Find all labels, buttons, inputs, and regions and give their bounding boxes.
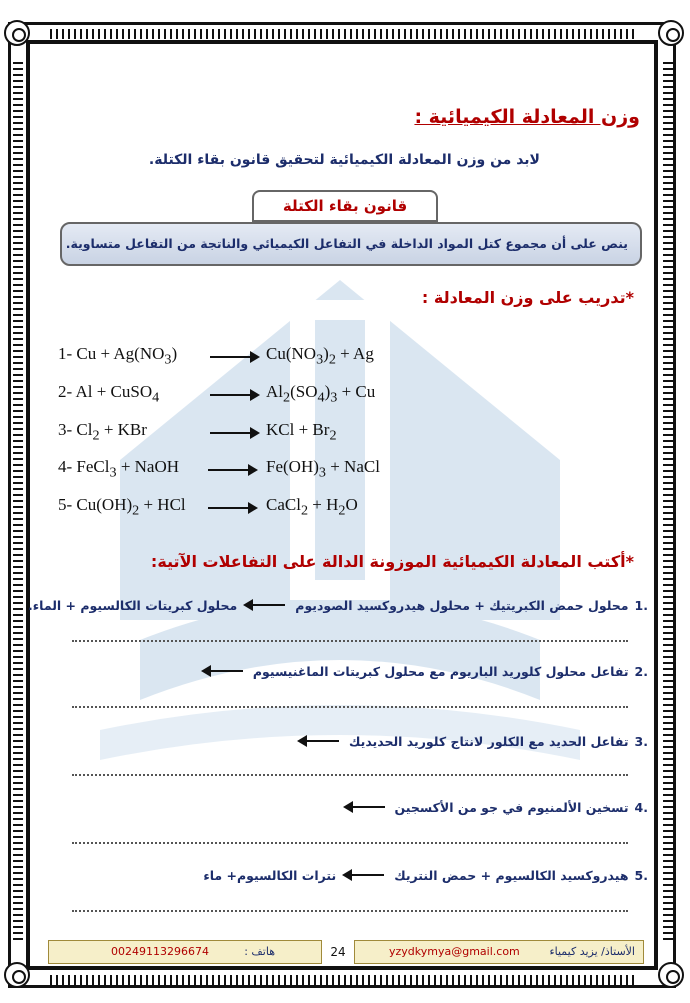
- question-item: [291, 734, 648, 749]
- equation-reactants: 3- $Cl_2$ + KBr: [58, 420, 147, 444]
- page-title: وزن المعادلة الكيميائية :: [414, 106, 640, 128]
- equation-reactants: 2- Al + CuSO$_4$: [58, 382, 160, 406]
- equation-products: $Al_2(SO_4)_3 + Cu$: [266, 382, 376, 406]
- question-reactants: تسخين الألمنيوم في جو من الأكسجين: [394, 800, 629, 815]
- intro-text: لابد من وزن المعادلة الكيميائية لتحقيق قانون بقاء الكتلة.: [148, 152, 540, 168]
- question-number: .3: [634, 734, 648, 749]
- reaction-arrow: [208, 469, 250, 471]
- footer-phone-box: [48, 940, 322, 964]
- reaction-arrow: [210, 356, 252, 358]
- watermark-logo: [60, 260, 620, 800]
- question-products: نترات الكالسيوم+ ماء: [203, 868, 337, 883]
- reaction-arrow: [210, 394, 252, 396]
- corner-ornament: [658, 962, 684, 988]
- equation-products: $Fe(OH)_3$ + NaCl: [266, 457, 380, 481]
- question-reactants: تفاعل محلول كلوريد الباريوم مع محلول كبريتات الماغنيسيوم: [252, 664, 629, 679]
- question-reactants: محلول حمض الكبريتيك + محلول هيدروكسيد الصوديوم: [295, 598, 629, 613]
- write-heading: *أكتب المعادلة الكيميائية الموزونة الدالة على التفاعلات الآتية:: [150, 552, 634, 571]
- reaction-arrow: [210, 432, 252, 434]
- practice-heading: *تدريب على وزن المعادلة :: [421, 288, 634, 307]
- equation-products: KCl + $Br_2$: [266, 420, 337, 444]
- question-number: .4: [634, 800, 648, 815]
- question-item: [203, 868, 648, 883]
- question-item: [337, 800, 648, 815]
- answer-line[interactable]: [72, 842, 628, 844]
- law-heading: قانون بقاء الكتلة: [252, 190, 438, 222]
- bottom-rail: [50, 975, 636, 985]
- right-rail: [663, 62, 673, 942]
- answer-line[interactable]: [72, 910, 628, 912]
- question-number: .2: [634, 664, 648, 679]
- page-number: 24: [330, 945, 346, 959]
- equation-products: CaCl$_2$ + $H_2O$: [266, 495, 358, 519]
- phone-number: 00249113296674: [111, 945, 209, 958]
- left-rail: [13, 62, 23, 942]
- question-item: [28, 598, 648, 613]
- equation-reactants: 5- $Cu(OH)_2$ + HCl: [58, 495, 186, 519]
- teacher-email[interactable]: yzydkymya@gmail.com: [389, 945, 520, 958]
- equation-reactants: 1- $Cu + Ag(NO_3)$: [58, 344, 178, 368]
- question-item: [195, 664, 648, 679]
- top-rail: [50, 29, 636, 39]
- corner-ornament: [4, 962, 30, 988]
- question-products: محلول كبريتات الكالسيوم + الماء.: [28, 598, 238, 613]
- law-text: ينص على أن مجموع كتل المواد الداخلة في التفاعل الكيميائي والناتجة من التفاعل متساوية.: [65, 236, 628, 251]
- answer-line[interactable]: [72, 640, 628, 642]
- answer-line[interactable]: [72, 706, 628, 708]
- question-number: .1: [634, 598, 648, 613]
- corner-ornament: [4, 20, 30, 46]
- equation-reactants: 4- FeCl$_3$ + NaOH: [58, 457, 180, 481]
- answer-line[interactable]: [72, 774, 628, 776]
- footer-teacher-box: [354, 940, 644, 964]
- teacher-name: الأستاذ/ يزيد كيمياء: [549, 945, 635, 958]
- phone-label: هاتف :: [244, 945, 275, 958]
- question-reactants: تفاعل الحديد مع الكلور لانتاج كلوريد الحديديك: [348, 734, 629, 749]
- corner-ornament: [658, 20, 684, 46]
- law-box: [60, 222, 642, 266]
- question-number: .5: [634, 868, 648, 883]
- reaction-arrow: [208, 507, 250, 509]
- equation-products: $Cu(NO_3)_2 + Ag$: [266, 344, 374, 368]
- question-reactants: هيدروكسيد الكالسيوم + حمض النتريك: [394, 868, 629, 883]
